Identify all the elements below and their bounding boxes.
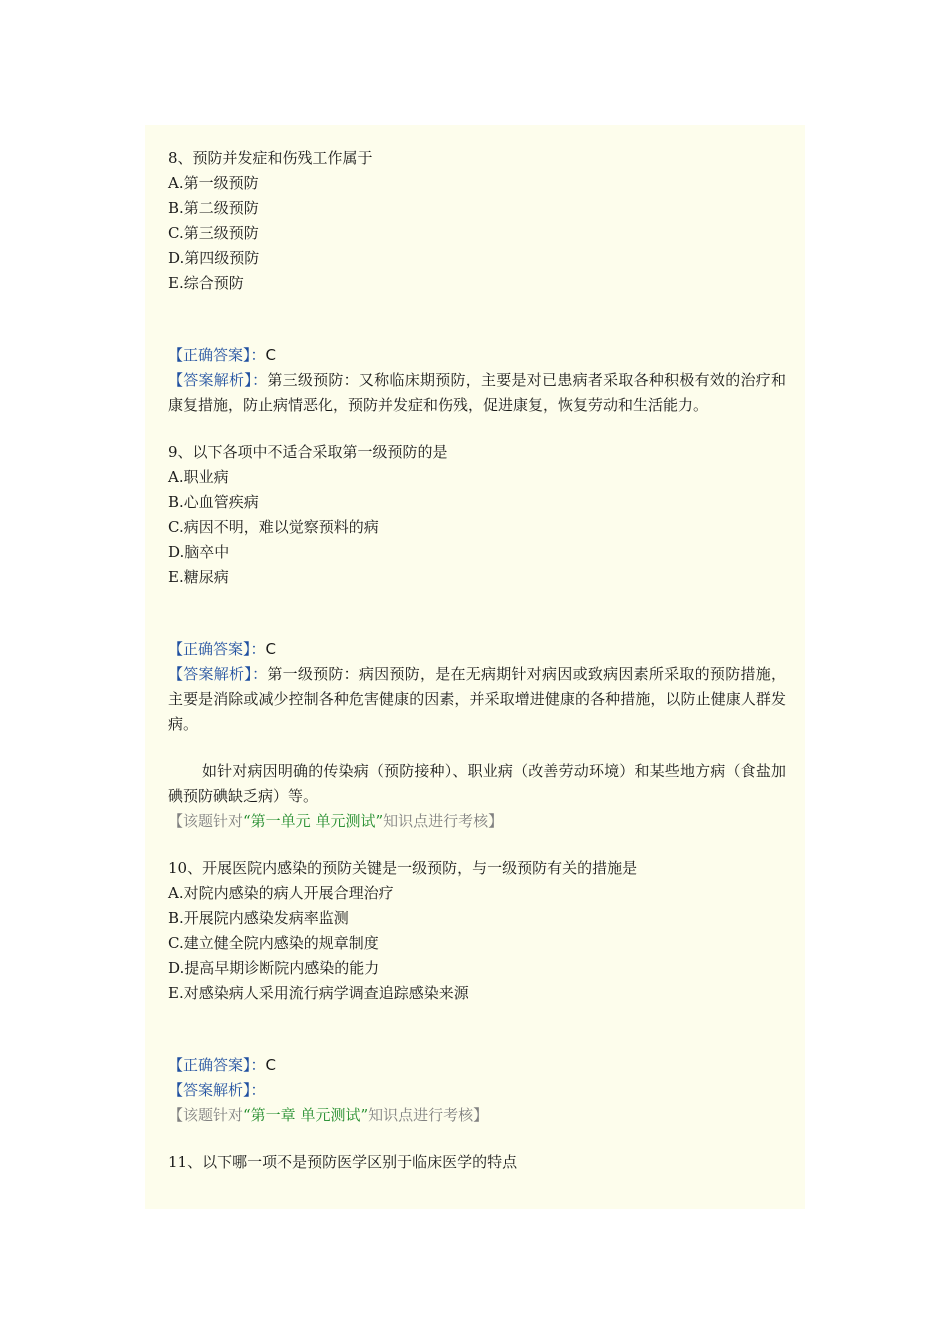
note-topic: “第一单元 单元测试” <box>243 812 384 830</box>
answer-analysis <box>168 1078 786 1103</box>
option-a: A.职业病 <box>168 468 229 486</box>
option-a: A.对院内感染的病人开展合理治疗 <box>168 884 394 902</box>
analysis-text: 第一级预防：病因预防，是在无病期针对病因或致病因素所采取的预防措施，主要是消除或减少控制各种危害健康的因素，并采取增进健康的各种措施，以防止健康人群发病。 <box>168 665 786 733</box>
note-prefix: 【该题针对 <box>168 812 244 830</box>
option-c: C.第三级预防 <box>168 224 259 242</box>
option-e: E.对感染病人采用流行病学调查追踪感染来源 <box>168 984 469 1002</box>
question-stem: 9、以下各项中不适合采取第一级预防的是 <box>168 443 448 461</box>
analysis-label: 【答案解析】： <box>168 665 268 683</box>
note-suffix: 知识点进行考核】 <box>383 812 504 830</box>
analysis-label: 【答案解析】： <box>168 1081 266 1099</box>
topic-note <box>168 1103 786 1128</box>
note-prefix: 【该题针对 <box>168 1106 244 1124</box>
correct-answer <box>168 343 786 368</box>
correct-answer <box>168 1053 786 1078</box>
analysis-text: 第三级预防：又称临床期预防，主要是对已患病者采取各种积极有效的治疗和康复措施，防止病情恶化，预防并发症和伤残，促进康复，恢复劳动和生活能力。 <box>168 371 786 414</box>
answer-label: 【正确答案】： <box>168 346 266 364</box>
question-stem: 11、以下哪一项不是预防医学区别于临床医学的特点 <box>168 1153 518 1171</box>
answer-value: C <box>265 640 276 658</box>
option-b: B.心血管疾病 <box>168 493 259 511</box>
option-e: E.糖尿病 <box>168 568 229 586</box>
question-8 <box>168 146 786 418</box>
question-10 <box>168 856 786 1128</box>
question-11 <box>168 1150 786 1175</box>
option-d: D.提高早期诊断院内感染的能力 <box>168 959 380 977</box>
option-d: D.脑卒中 <box>168 543 230 561</box>
note-suffix: 知识点进行考核】 <box>368 1106 489 1124</box>
question-stem: 10、开展医院内感染的预防关键是一级预防，与一级预防有关的措施是 <box>168 859 638 877</box>
option-a: A.第一级预防 <box>168 174 259 192</box>
answer-value: C <box>265 346 276 364</box>
option-c: C.建立健全院内感染的规章制度 <box>168 934 379 952</box>
answer-label: 【正确答案】： <box>168 640 266 658</box>
answer-value: C <box>265 1056 276 1074</box>
option-e: E.综合预防 <box>168 274 244 292</box>
option-c: C.病因不明，难以觉察预料的病 <box>168 518 379 536</box>
option-d: D.第四级预防 <box>168 249 260 267</box>
answer-label: 【正确答案】： <box>168 1056 266 1074</box>
correct-answer <box>168 637 786 662</box>
analysis-label: 【答案解析】： <box>168 371 268 389</box>
analysis-extra: 如针对病因明确的传染病（预防接种）、职业病（改善劳动环境）和某些地方病（食盐加碘预防碘缺乏病）等。 <box>168 762 786 805</box>
question-stem: 8、预防并发症和伤残工作属于 <box>168 149 373 167</box>
note-topic: “第一章 单元测试” <box>243 1106 369 1124</box>
answer-analysis <box>168 662 786 737</box>
document-content <box>168 146 786 1175</box>
question-9 <box>168 440 786 834</box>
topic-note <box>168 809 786 834</box>
answer-analysis <box>168 368 786 418</box>
option-b: B.第二级预防 <box>168 199 259 217</box>
option-b: B.开展院内感染发病率监测 <box>168 909 349 927</box>
